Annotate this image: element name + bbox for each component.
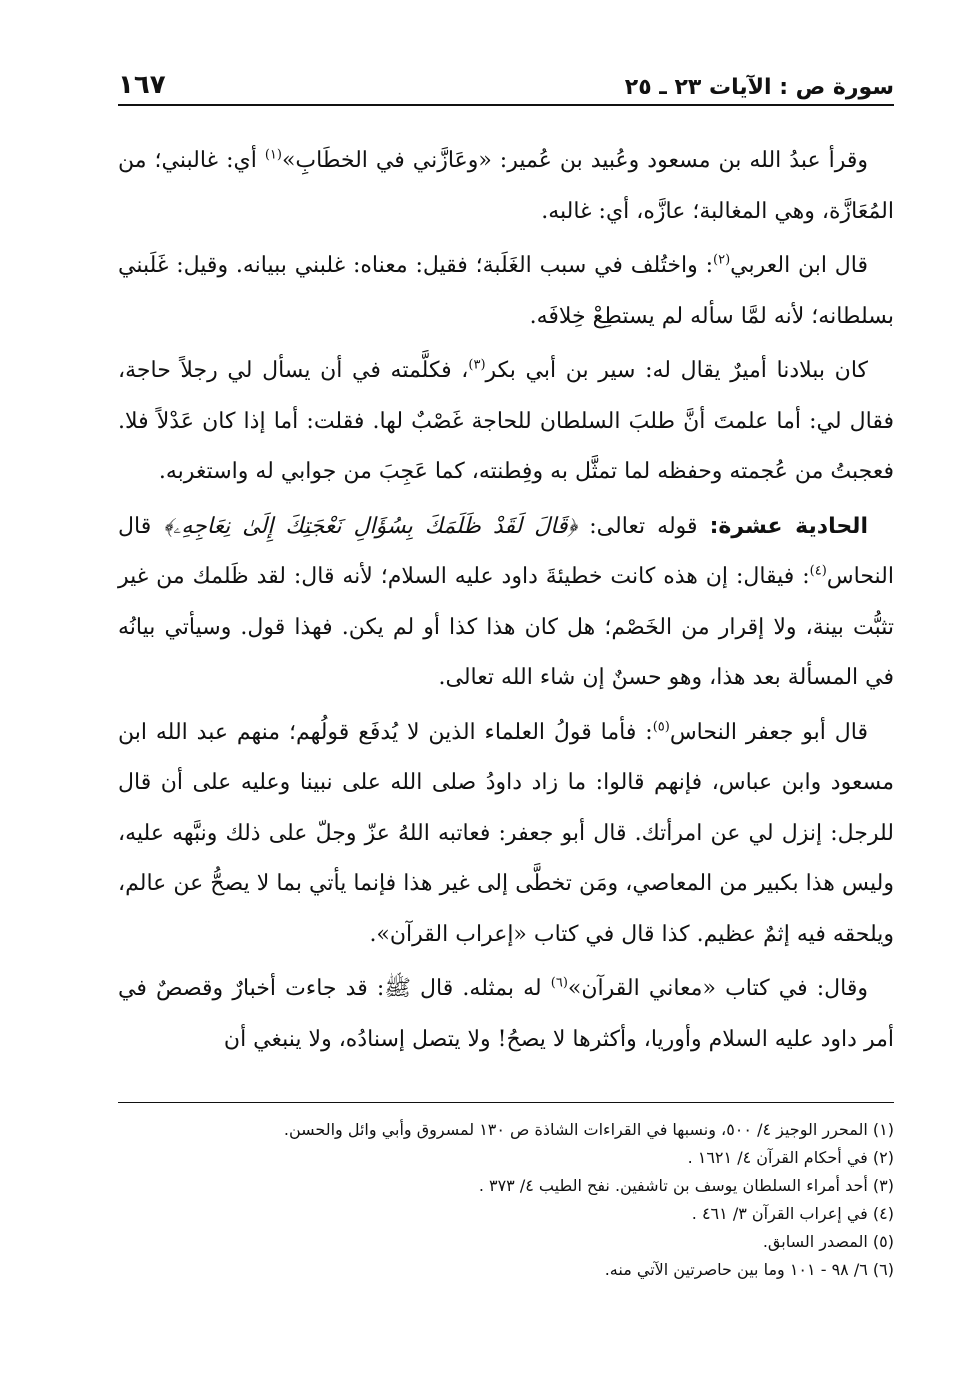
header-rule — [118, 104, 894, 106]
paragraph-4 — [118, 502, 894, 704]
paragraph-text: كان ببلادنا أميرٌ يقال له: سير بن أبي بكر — [485, 358, 868, 383]
footnote-5: (٥) المصدر السابق. — [762, 1232, 894, 1251]
section-heading: الحادية عشرة: — [709, 513, 868, 539]
footnote-4: (٤) في إعراب القرآن ٣/ ٤٦١ . — [691, 1204, 894, 1223]
paragraph-5 — [118, 708, 894, 961]
footnote-ref: (٣) — [468, 357, 486, 373]
paragraph-6 — [118, 964, 894, 1065]
paragraph-text: قال النحاس — [118, 513, 894, 589]
main-text — [118, 136, 894, 1069]
paragraph-text: : فأما قولُ العلماء الذين لا يُدفَع قولُهم؛ منهم عبد الله ابن مسعود وابن عباس، فإنهم قالوا: ما زاد داودُ صلى الله على نبينا وعليه على أن قال للرجل: إنزل لي عن امرأتك. قال أبو جعفر: فعاتبه اللهُ عزّ وجلّ على ذلك ونبَّهه عليه، وليس هذا بكبير من المعاصي، ومَن تخطَّى إلى غير هذا فإنما يأتي بما لا يصحُّ عن عالم، ويلحقه فيه إثمٌ عظيم. كذا قال في كتاب «إعراب القرآن». — [118, 719, 894, 947]
paragraph-text: وقرأ عبدُ الله بن مسعود وعُبيد بن عُمير: «وعَازَّني في الخطَابِ» — [281, 148, 868, 173]
paragraph-text: وقال: في كتاب «معاني القرآن» — [567, 976, 868, 1001]
paragraph-text: قال ابن العربي — [730, 253, 869, 278]
paragraph-1 — [118, 136, 894, 237]
footnote-2: (٢) في أحكام القرآن ٤/ ١٦٢١ . — [687, 1148, 894, 1167]
footnote-ref: (٢) — [713, 252, 731, 268]
running-header — [118, 60, 894, 100]
paragraph-text: : واختُلف في سبب الغَلَبة؛ فقيل: معناه: غلبني ببيانه. وقيل: غَلَبني بسلطانه؛ لأنه لمَّا سأله لم يستطِعْ خِلافَه. — [118, 253, 894, 329]
paragraph-text: أي: غالبني؛ من المُعَازَّة، وهي المغالبة؛ عازَّه، أي: غالبه. — [118, 148, 894, 224]
footnotes — [118, 1116, 894, 1284]
paragraph-3 — [118, 346, 894, 498]
quran-verse: ﴿قَالَ لَقَدْ ظَلَمَكَ بِسُؤَالِ نَعْجَتِكَ إِلَىٰ نِعَاجِهِۦ﴾ — [163, 513, 578, 539]
footnote-ref: (١) — [264, 147, 282, 163]
footnote-6: (٦) ٦/ ٩٨ - ١٠١ وما بين حاصرتين الآتي منه. — [604, 1260, 894, 1279]
footnote-rule — [118, 1102, 894, 1103]
paragraph-text: : فيقال: إن هذه كانت خطيئةَ داود عليه السلام؛ لأنه قال: لقد ظَلمك من غير تثبُّت بينة، ولا إقرار من الخَصْم؛ هل كان هذا كذا أو لم يكن. فهذا قول. وسيأتي بيانُه في المسألة بعد هذا، وهو حسنٌ إن شاء الله تعالى. — [118, 564, 894, 690]
paragraph-text: ، فكلَّمته في أن يسأل لي رجلاً حاجة، فقال لي: أما علمتَ أنَّ طلبَ السلطان للحاجة غَصْبٌ لها. فقلت: أما إذا كان عَدْلاً فلا. فعجبتُ من عُجمته وحفظه لما تمثَّل به وفِطنته، كما عَجِبَ من جوابي له واستغربه. — [118, 358, 894, 484]
paragraph-2 — [118, 241, 894, 342]
footnote-ref: (٥) — [652, 719, 670, 735]
paragraph-text: قال أبو جعفر النحاس — [669, 719, 868, 745]
footnote-ref: (٦) — [550, 975, 568, 991]
paragraph-text: له بمثله. قال ﷺ: قد جاءت أخبارٌ وقصصٌ في أمر داود عليه السلام وأوريا، وأكثرها لا يصحُ! ولا يتصل إسنادُه، ولا ينبغي أن — [118, 976, 894, 1052]
footnote-3: (٣) أحد أمراء السلطان يوسف بن تاشفين. نفح الطيب ٤/ ٣٧٣ . — [478, 1176, 894, 1195]
footnote-ref: (٤) — [809, 563, 827, 579]
running-title: سورة ص : الآيات ٢٣ ـ ٢٥ — [624, 75, 894, 100]
footnote-1: (١) المحرر الوجيز ٤/ ٥٠٠، ونسبها في القراءات الشاذة ص ١٣٠ لمسروق وأبي وائل والحسن. — [283, 1120, 894, 1139]
paragraph-text: قوله تعالى: — [577, 513, 710, 539]
page-number: ١٦٧ — [118, 70, 166, 100]
